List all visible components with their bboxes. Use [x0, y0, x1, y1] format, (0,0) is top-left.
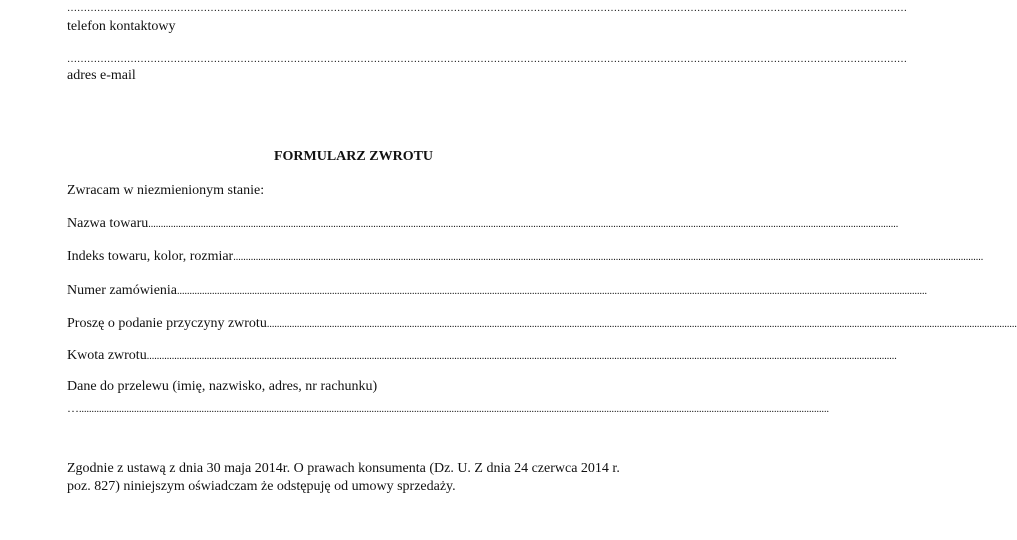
phone-label: telefon kontaktowy: [67, 19, 176, 34]
field-label-refund-amount: Kwota zwrotu: [67, 348, 147, 363]
email-dotted-line: [67, 54, 907, 65]
bank-details-label: Dane do przelewu (imię, nazwisko, adres, nr rachunku): [67, 379, 378, 394]
field-dots-refund-amount: ............................................................................................................................................................................................................................................................................................................: [146, 351, 897, 362]
field-label-product-name: Nazwa towaru: [67, 216, 149, 231]
field-dots-product-index: ............................................................................................................................................................................................................................................................................................................: [233, 252, 984, 263]
bank-details-leading-ellipsis: …: [67, 401, 79, 415]
field-label-order-number: Numer zamówienia: [67, 283, 178, 298]
field-product-name[interactable]: [67, 215, 899, 233]
phone-dotted-line: [67, 3, 907, 14]
bank-details-field[interactable]: [67, 399, 829, 417]
field-label-return-reason: Proszę o podanie przyczyny zwrotu: [67, 316, 267, 331]
intro-text: Zwracam w niezmienionym stanie:: [67, 183, 265, 198]
field-product-index[interactable]: [67, 248, 984, 266]
legal-line-1: Zgodnie z ustawą z dnia 30 maja 2014r. O prawach konsumenta (Dz. U. Z dnia 24 czerwca 2014 r.: [67, 461, 620, 476]
phone-dots: ………………………………………………………………………………………………………………………………………………………………………………………………………………………………: [67, 3, 907, 14]
field-dots-product-name: ............................................................................................................................................................................................................................................................................................................: [148, 219, 899, 230]
field-order-number[interactable]: [67, 282, 928, 300]
email-dots: ………………………………………………………………………………………………………………………………………………………………………………………………………………………………: [67, 54, 907, 65]
email-label: adres e-mail: [67, 68, 136, 83]
field-refund-amount[interactable]: [67, 347, 897, 365]
bank-details-dots: ............................................................................................................................................................................................................................................................................................................: [79, 404, 829, 415]
field-return-reason[interactable]: [67, 315, 1017, 333]
field-dots-return-reason: ............................................................................................................................................................................................................................................................................................................: [266, 319, 1017, 330]
legal-line-2: poz. 827) niniejszym oświadczam że odstępuję od umowy sprzedaży.: [67, 479, 456, 494]
legal-statement: [67, 460, 647, 496]
form-title: FORMULARZ ZWROTU: [273, 149, 434, 164]
field-label-product-index: Indeks towaru, kolor, rozmiar: [67, 249, 234, 264]
field-dots-order-number: ............................................................................................................................................................................................................................................................................................................: [177, 286, 928, 297]
